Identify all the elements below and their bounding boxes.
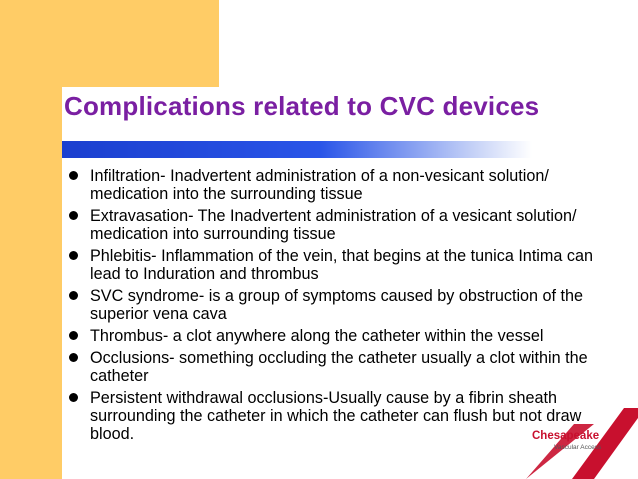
- accent-block: [0, 0, 219, 87]
- bullet-item-persistent-withdrawal: [64, 389, 604, 444]
- bullet-list: [64, 167, 604, 447]
- bullet-text: Thrombus- a clot anywhere along the catheter within the vessel: [90, 327, 544, 345]
- bullet-item-occlusions: [64, 349, 604, 386]
- logo-wordmark: Chesapeake: [532, 430, 600, 442]
- bullet-text: Persistent withdrawal occlusions-Usually cause by a fibrin sheath surrounding the catheter in which the catheter can flush but not draw blood.: [90, 388, 582, 444]
- bullet-text: Phlebitis- Inflammation of the vein, that begins at the tunica Intima can lead to Induration and thrombus: [90, 247, 593, 284]
- bullet-text: Occlusions- something occluding the catheter usually a clot within the catheter: [90, 348, 588, 385]
- slide-title: Complications related to CVC devices: [64, 91, 540, 121]
- bullet-text: Extravasation- The Inadvertent administration of a vesicant solution/ medication into surrounding tissue: [90, 207, 577, 244]
- bullet-icon: [69, 353, 78, 362]
- bullet-icon: [69, 211, 78, 220]
- accent-strip: [0, 87, 62, 479]
- bullet-icon: [69, 171, 78, 180]
- chesapeake-logo: [524, 400, 638, 479]
- bullet-item-thrombus: [64, 327, 604, 345]
- logo-tagline: Vascular Access: [554, 444, 602, 451]
- bullet-item-infiltration: [64, 167, 604, 204]
- bullet-item-phlebitis: [64, 247, 604, 284]
- bullet-item-extravasation: [64, 207, 604, 244]
- bullet-text: Infiltration- Inadvertent administration of a non-vesicant solution/ medication into the surrounding tissue: [90, 167, 549, 204]
- bullet-item-svc-syndrome: [64, 287, 604, 324]
- bullet-icon: [69, 393, 78, 402]
- bullet-icon: [69, 251, 78, 260]
- bullet-icon: [69, 331, 78, 340]
- title-underline-bar: [62, 141, 532, 158]
- bullet-icon: [69, 291, 78, 300]
- bullet-text: SVC syndrome- is a group of symptoms caused by obstruction of the superior vena cava: [90, 287, 584, 324]
